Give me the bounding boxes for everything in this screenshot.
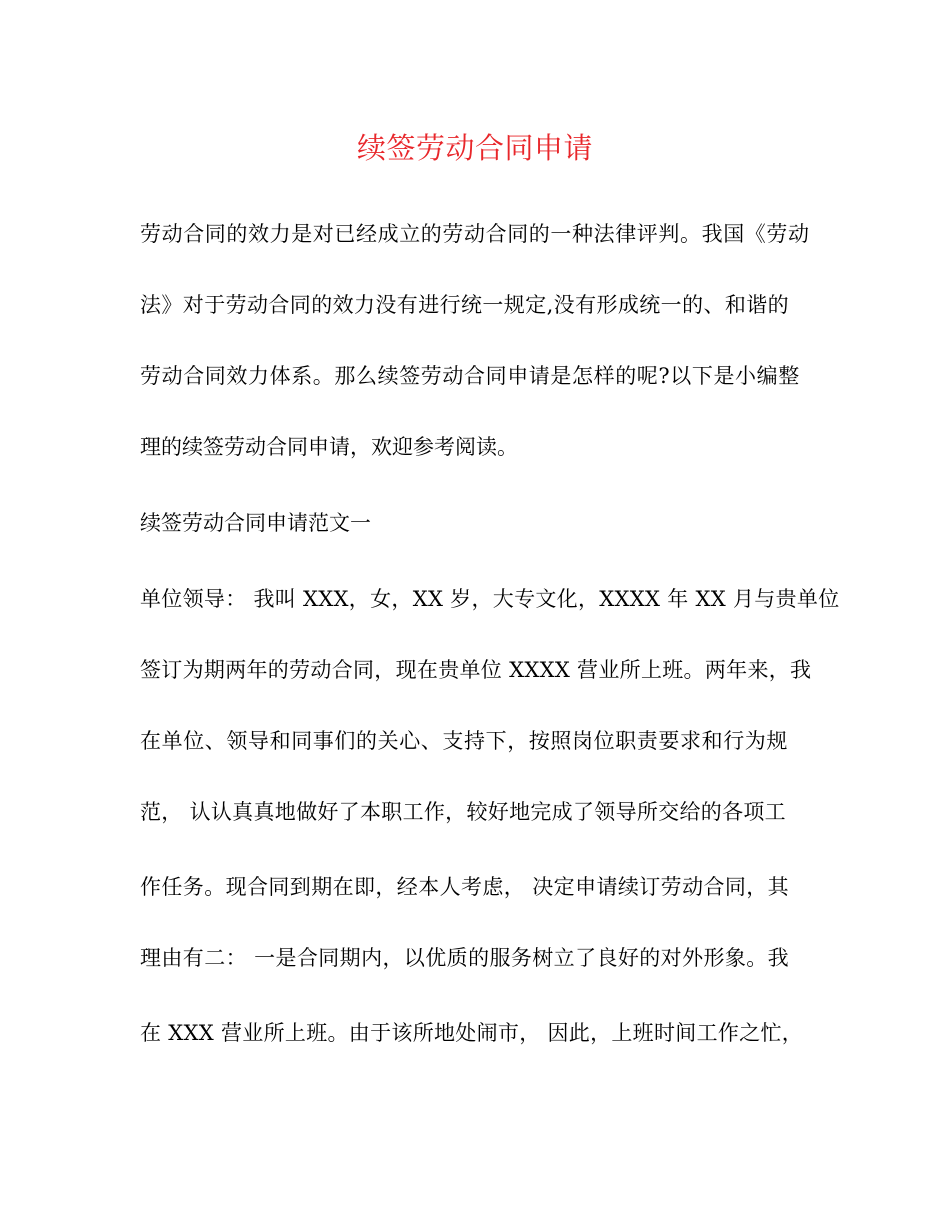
body-line-6: 单位领导： 我叫 XXX，女，XX 岁，大专文化，XXXX 年 XX 月与贵单位	[140, 587, 840, 611]
document-title: 续签劳动合同申请	[356, 131, 593, 165]
section-heading: 续签劳动合同申请范文一	[140, 511, 371, 535]
body-line-3: 劳动合同效力体系。那么续签劳动合同申请是怎样的呢?以下是小编整	[140, 364, 800, 388]
body-line-8: 在单位、领导和同事们的关心、支持下，按照岗位职责要求和行为规	[140, 729, 788, 753]
body-line-10: 作任务。现合同到期在即，经本人考虑， 决定申请续订劳动合同，其	[140, 875, 790, 899]
body-line-12: 在 XXX 营业所上班。由于该所地处闹市， 因此，上班时间工作之忙，	[140, 1021, 804, 1045]
body-line-11: 理由有二： 一是合同期内，以优质的服务树立了良好的对外形象。我	[140, 946, 790, 970]
body-line-2: 法》对于劳动合同的效力没有进行统一规定,没有形成统一的、和谐的	[140, 293, 790, 317]
body-line-4: 理的续签劳动合同申请，欢迎参考阅读。	[140, 435, 518, 459]
body-line-9: 范， 认认真真地做好了本职工作，较好地完成了领导所交给的各项工	[140, 800, 786, 824]
body-line-1: 劳动合同的效力是对已经成立的劳动合同的一种法律评判。我国《劳动	[140, 222, 810, 246]
body-line-7: 签订为期两年的劳动合同，现在贵单位 XXXX 营业所上班。两年来，我	[140, 658, 812, 682]
